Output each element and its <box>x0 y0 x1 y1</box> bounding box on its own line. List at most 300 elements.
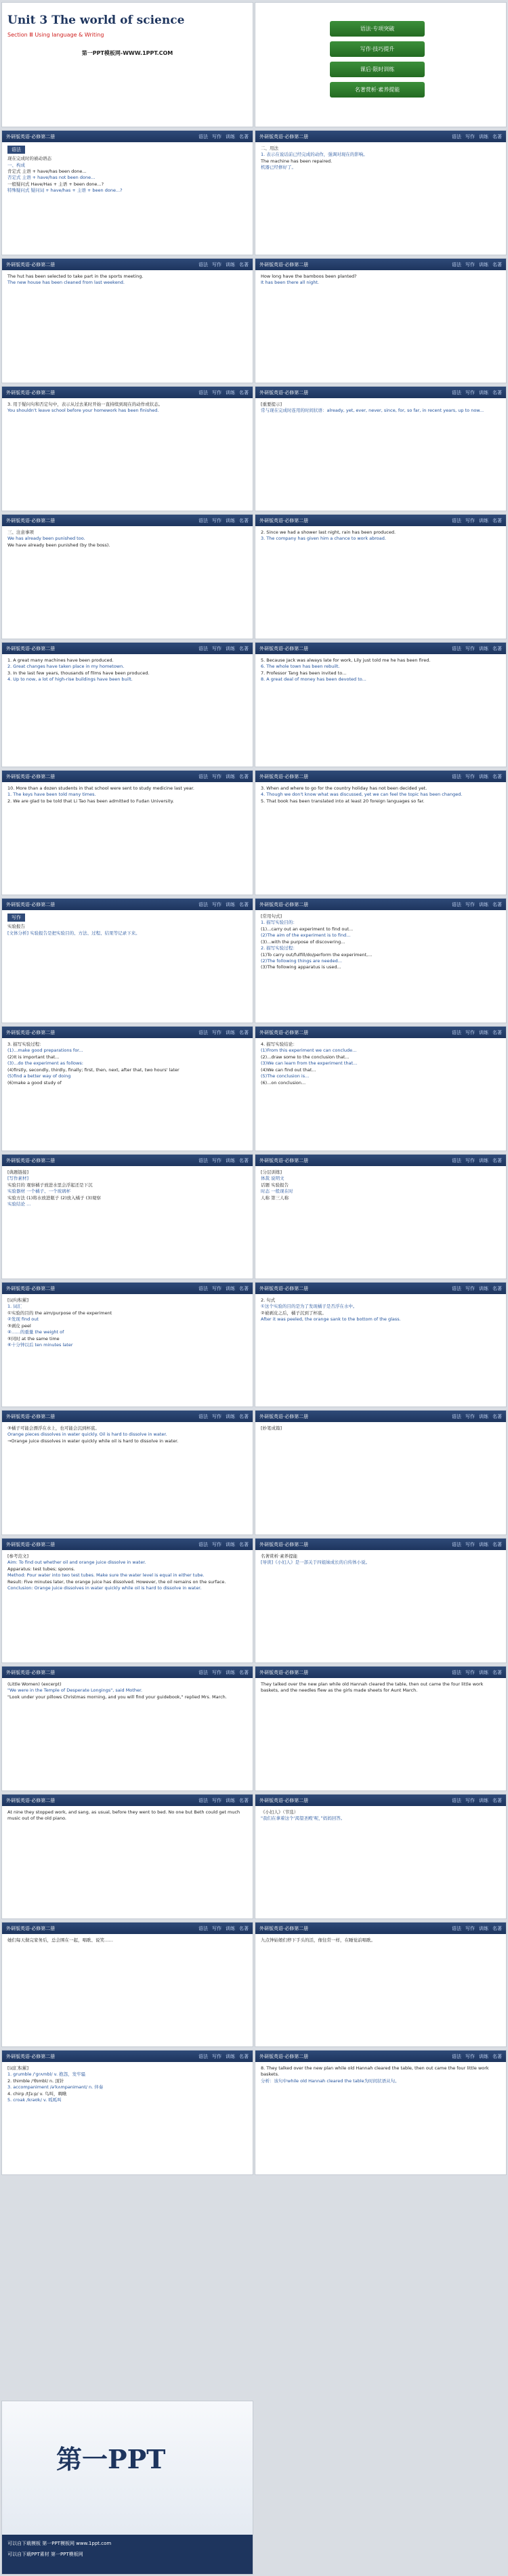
topbar-nav-link[interactable]: 语法 <box>198 133 208 139</box>
section-tag: 语法 <box>7 146 25 154</box>
topbar-nav-link[interactable]: 语法 <box>452 645 461 651</box>
slide-text-line: The new house has been cleaned from last weekend. <box>7 280 125 286</box>
topbar-nav <box>452 1925 502 1932</box>
cover-title: The world of science <box>51 14 185 27</box>
ppt-logo-slide <box>1 2401 253 2575</box>
slide-body <box>2 654 253 687</box>
topbar-nav-link[interactable]: 语法 <box>198 901 208 907</box>
topbar-nav-link[interactable]: 写作 <box>465 1541 475 1547</box>
topbar-nav-link[interactable]: 名著 <box>239 1157 249 1163</box>
topbar-nav-link[interactable]: 写作 <box>465 389 475 395</box>
slide-topbar <box>255 387 506 398</box>
topbar-nav-link[interactable]: 训练 <box>226 1669 235 1675</box>
slide-text-line: Apparatus: test tubes; spoons. <box>7 1566 75 1572</box>
topbar-nav-link[interactable]: 名著 <box>239 1285 249 1291</box>
topbar-nav-link[interactable]: 训练 <box>226 517 235 523</box>
topbar-course-label: 外研版英语·必修第二册 <box>6 1669 56 1675</box>
topbar-nav-link[interactable]: 语法 <box>452 1541 461 1547</box>
topbar-nav-link[interactable]: 训练 <box>226 901 235 907</box>
slide-text-line: [典题链接] <box>7 1169 29 1175</box>
topbar-nav <box>452 1541 502 1548</box>
slide-topbar <box>255 1539 506 1550</box>
slide-text-line: 7. Professor Tang has been invited to... <box>261 670 347 676</box>
slide-text-line: (Little Women) (excerpt) <box>7 1681 62 1687</box>
content-slide <box>255 1794 507 1919</box>
topbar-nav-link[interactable]: 写作 <box>212 1541 221 1547</box>
topbar-nav-link[interactable]: 名著 <box>239 1925 249 1931</box>
topbar-nav-link[interactable]: 训练 <box>479 2053 488 2059</box>
topbar-nav-link[interactable]: 写作 <box>465 1925 475 1931</box>
slide-text-line: ③剥皮 peel <box>7 1323 31 1329</box>
topbar-nav <box>452 1669 502 1676</box>
topbar-nav-link[interactable]: 语法 <box>198 645 208 651</box>
topbar-nav-link[interactable]: 写作 <box>465 261 475 267</box>
topbar-nav-link[interactable]: 名著 <box>492 1285 502 1291</box>
slide-text-line: Method: Pour water into two test tubes. Make sure the water level is equal in either tube. <box>7 1572 205 1579</box>
content-slide <box>255 2050 507 2175</box>
topbar-nav-link[interactable]: 训练 <box>479 389 488 395</box>
slide-topbar <box>255 1283 506 1294</box>
topbar-nav-link[interactable]: 语法 <box>198 1413 208 1419</box>
topbar-nav-link[interactable]: 训练 <box>479 1157 488 1163</box>
slide-topbar <box>2 1667 253 1678</box>
slide-topbar <box>2 1155 253 1166</box>
topbar-nav <box>452 261 502 268</box>
topbar-nav-link[interactable]: 语法 <box>198 1157 208 1163</box>
topbar-nav-link[interactable]: 语法 <box>198 773 208 779</box>
menu-button-writing[interactable]: 写作·技巧提升 <box>330 41 425 57</box>
topbar-nav-link[interactable]: 训练 <box>479 1029 488 1035</box>
topbar-nav-link[interactable]: 写作 <box>212 2053 221 2059</box>
topbar-course-label: 外研版英语·必修第二册 <box>259 1669 309 1675</box>
topbar-nav-link[interactable]: 训练 <box>479 1541 488 1547</box>
content-slide <box>1 1794 253 1919</box>
topbar-nav-link[interactable]: 名著 <box>492 389 502 395</box>
slide-text-line: 3. The company has given him a chance to work abroad. <box>261 536 386 542</box>
slide-topbar <box>2 899 253 910</box>
topbar-nav-link[interactable]: 语法 <box>452 901 461 907</box>
cover-unit: Unit 3 <box>7 14 48 27</box>
slide-text-line: After it was peeled, the orange sank to the bottom of the glass. <box>261 1316 401 1323</box>
topbar-nav-link[interactable]: 训练 <box>479 1669 488 1675</box>
slide-body <box>255 1678 506 1698</box>
slide-topbar <box>2 515 253 526</box>
topbar-nav-link[interactable]: 写作 <box>465 1029 475 1035</box>
content-slide <box>1 1410 253 1535</box>
content-slide <box>1 1026 253 1151</box>
topbar-course-label: 外研版英语·必修第二册 <box>6 1029 56 1035</box>
slide-text-line: 分析：该句中while old Hannah cleared the table为时间状语从句。 <box>261 2078 400 2084</box>
slide-text-line: The hut has been selected to take part in the sports meeting. <box>7 274 144 279</box>
slide-text-line: 2. Great changes have taken place in my hometown. <box>7 664 125 670</box>
topbar-nav-link[interactable]: 名著 <box>492 517 502 523</box>
slide-text-line: (2)The following things are needed... <box>261 958 342 964</box>
topbar-nav-link[interactable]: 训练 <box>479 1925 488 1931</box>
topbar-nav-link[interactable]: 训练 <box>226 1797 235 1803</box>
topbar-nav-link[interactable]: 写作 <box>212 1669 221 1675</box>
slide-body <box>255 1422 506 1435</box>
topbar-nav-link[interactable]: 语法 <box>198 1029 208 1035</box>
topbar-nav-link[interactable]: 训练 <box>226 261 235 267</box>
topbar-nav-link[interactable]: 语法 <box>452 2053 461 2059</box>
slide-text-line: ②被剥皮之后，橘子沉到了杯底。 <box>261 1310 326 1316</box>
topbar-nav-link[interactable]: 名著 <box>239 1541 249 1547</box>
topbar-course-label: 外研版英语·必修第二册 <box>6 1157 56 1163</box>
topbar-course-label: 外研版英语·必修第二册 <box>259 2053 309 2059</box>
topbar-nav-link[interactable]: 写作 <box>465 1285 475 1291</box>
topbar-nav-link[interactable]: 名著 <box>492 2053 502 2059</box>
topbar-nav-link[interactable]: 写作 <box>465 1157 475 1163</box>
topbar-nav-link[interactable]: 语法 <box>452 1285 461 1291</box>
topbar-course-label: 外研版英语·必修第二册 <box>6 133 56 139</box>
topbar-nav-link[interactable]: 名著 <box>239 133 249 139</box>
content-slide <box>1 258 253 383</box>
topbar-nav-link[interactable]: 训练 <box>226 389 235 395</box>
slide-text-line: 她们每天做完家务后，总会围在一起，唱歌、说笑…… <box>7 1937 113 1943</box>
topbar-nav-link[interactable]: 写作 <box>465 133 475 139</box>
slide-text-line: [参考范文] <box>7 1553 29 1559</box>
slide-text-line: 1. grumble /'ɡrʌmbl/ v. 抱怨，发牢骚 <box>7 2071 86 2078</box>
slide-text-line: 4. chirp /tʃɜːp/ v. 鸟叫，啁啾 <box>7 2090 67 2097</box>
slide-body <box>2 526 253 552</box>
content-slide <box>255 770 507 895</box>
content-slide <box>255 514 507 639</box>
topbar-nav-link[interactable]: 训练 <box>479 261 488 267</box>
slide-text-line: (2)The aim of the experiment is to find... <box>261 932 351 939</box>
slide-topbar <box>255 899 506 910</box>
content-slide <box>255 386 507 511</box>
slide-topbar <box>255 1155 506 1166</box>
topbar-nav-link[interactable]: 名著 <box>239 517 249 523</box>
slide-text-line: Conclusion: Orange juice dissolves in water quickly while oil is hard to dissolve in water. <box>7 1585 202 1591</box>
topbar-course-label: 外研版英语·必修第二册 <box>259 645 309 651</box>
topbar-nav-link[interactable]: 名著 <box>239 773 249 779</box>
topbar-nav-link[interactable]: 语法 <box>198 1797 208 1803</box>
topbar-nav-link[interactable]: 名著 <box>492 645 502 651</box>
topbar-course-label: 外研版英语·必修第二册 <box>6 1285 56 1291</box>
topbar-nav-link[interactable]: 写作 <box>465 645 475 651</box>
slide-text-line: 1. 词汇 <box>7 1304 22 1310</box>
slide-text-line: "我们在拿着这个‘渴望圣殿’呢，”妈妈回答。 <box>261 1816 345 1822</box>
topbar-nav-link[interactable]: 写作 <box>212 1157 221 1163</box>
topbar-nav-link[interactable]: 写作 <box>212 1413 221 1419</box>
topbar-nav-link[interactable]: 名著 <box>492 901 502 907</box>
slide-text-line: [导读]《小妇人》是一部关于四姐妹成长的自传体小说。 <box>261 1560 371 1566</box>
slide-text-line: [妙笔成篇] <box>261 1425 282 1431</box>
topbar-course-label: 外研版英语·必修第二册 <box>6 261 56 267</box>
topbar-nav-link[interactable]: 训练 <box>226 1029 235 1035</box>
topbar-nav-link[interactable]: 训练 <box>226 1285 235 1291</box>
slide-body <box>255 1038 506 1090</box>
topbar-nav-link[interactable]: 训练 <box>479 1413 488 1419</box>
topbar-nav-link[interactable]: 写作 <box>465 517 475 523</box>
slide-text-line: Aim: To find out whether oil and orange juice dissolve in water. <box>7 1560 146 1566</box>
slide-topbar <box>255 643 506 654</box>
topbar-nav-link[interactable]: 名著 <box>492 1797 502 1803</box>
slide-topbar <box>2 1283 253 1294</box>
topbar-nav-link[interactable]: 语法 <box>198 517 208 523</box>
slide-text-line: (3)...with the purpose of discovering... <box>261 939 345 945</box>
topbar-nav-link[interactable]: 写作 <box>212 261 221 267</box>
slide-text-line: ⑤同时 at the same time <box>7 1335 60 1341</box>
slide-text-line: 一般疑问式 Have/Has + 主语 + been done...? <box>7 181 104 187</box>
cover-section: Section Ⅲ Using language & Writing <box>7 31 104 38</box>
slide-text-line: 5. That book has been translated into at least 20 foreign languages so far. <box>261 798 425 804</box>
slide-text-line: 实验器材 一个橘子、一个玻璃杯 <box>7 1188 71 1195</box>
topbar-nav-link[interactable]: 训练 <box>226 2053 235 2059</box>
topbar-nav-link[interactable]: 训练 <box>479 517 488 523</box>
topbar-nav-link[interactable]: 训练 <box>226 1541 235 1547</box>
topbar-nav-link[interactable]: 写作 <box>212 645 221 651</box>
slide-text-line: It has been there all night. <box>261 280 320 286</box>
topbar-nav-link[interactable]: 语法 <box>452 261 461 267</box>
slide-text-line: 8. A great deal of money has been devoted to... <box>261 677 366 683</box>
slide-text-line: ③橘子可能会漂浮在水上，也可能会沉到杯底。 <box>7 1425 100 1431</box>
topbar-nav <box>198 1029 249 1036</box>
topbar-nav <box>452 133 502 140</box>
content-slide <box>255 1154 507 1279</box>
topbar-nav-link[interactable]: 训练 <box>479 133 488 139</box>
topbar-course-label: 外研版英语·必修第二册 <box>6 1541 56 1547</box>
topbar-nav-link[interactable]: 名著 <box>239 901 249 907</box>
topbar-nav-link[interactable]: 名著 <box>492 133 502 139</box>
slide-text-line: 三、注意事项 <box>7 530 34 535</box>
cover-slide <box>1 2 253 127</box>
topbar-nav-link[interactable]: 语法 <box>198 261 208 267</box>
slide-text-line: 1. The keys have been told many times. <box>7 792 96 798</box>
slide-text-line: 2. 描写实验过程： <box>261 945 297 951</box>
topbar-nav-link[interactable]: 名著 <box>492 1925 502 1931</box>
slide-body <box>255 1166 506 1205</box>
slide-text-line: (4)We can find out that... <box>261 1067 316 1073</box>
slide-text-line: 实验方法 (1)将水放进瓶子 (2)放入橘子 (3)观察 <box>7 1195 101 1201</box>
topbar-nav-link[interactable]: 名著 <box>492 1029 502 1035</box>
slide-text-line: (1)From this experiment we can conclude... <box>261 1048 357 1054</box>
slide-body <box>255 142 506 175</box>
slide-topbar <box>255 1923 506 1934</box>
topbar-nav <box>452 1029 502 1036</box>
topbar-nav <box>198 773 249 780</box>
slide-text-line: [常用句式] <box>261 914 282 919</box>
topbar-nav-link[interactable]: 语法 <box>452 133 461 139</box>
topbar-nav-link[interactable]: 写作 <box>465 1413 475 1419</box>
topbar-nav-link[interactable]: 写作 <box>212 1029 221 1035</box>
topbar-nav <box>198 133 249 140</box>
slide-body <box>2 1422 253 1448</box>
topbar-nav-link[interactable]: 训练 <box>226 645 235 651</box>
topbar-nav-link[interactable]: 名著 <box>239 2053 249 2059</box>
slide-text-line: 现在完成时的被动语态 <box>7 156 51 162</box>
slide-text-line: (3)...do the experiment as follows: <box>7 1060 83 1067</box>
topbar-nav-link[interactable]: 写作 <box>465 2053 475 2059</box>
topbar-nav <box>198 1925 249 1932</box>
topbar-course-label: 外研版英语·必修第二册 <box>259 1285 309 1291</box>
slide-text-line: 2. thimble /'θɪmbl/ n. 顶针 <box>7 2078 64 2084</box>
topbar-course-label: 外研版英语·必修第二册 <box>6 2053 56 2059</box>
topbar-nav-link[interactable]: 语法 <box>198 389 208 395</box>
topbar-nav-link[interactable]: 训练 <box>479 773 488 779</box>
topbar-nav-link[interactable]: 训练 <box>479 645 488 651</box>
topbar-course-label: 外研版英语·必修第二册 <box>259 517 309 523</box>
slide-text-line: ①实验的目的 the aim/purpose of the experiment <box>7 1310 112 1316</box>
topbar-nav-link[interactable]: 名著 <box>492 1413 502 1419</box>
topbar-nav-link[interactable]: 写作 <box>465 1669 475 1675</box>
topbar-nav <box>198 2053 249 2060</box>
slide-text-line: [词汇积累] <box>7 2065 29 2071</box>
topbar-nav-link[interactable]: 写作 <box>465 1797 475 1803</box>
topbar-nav <box>198 1669 249 1676</box>
topbar-nav-link[interactable]: 写作 <box>212 517 221 523</box>
topbar-nav-link[interactable]: 写作 <box>212 133 221 139</box>
topbar-nav-link[interactable]: 名著 <box>492 1541 502 1547</box>
slide-topbar <box>2 771 253 782</box>
topbar-nav-link[interactable]: 写作 <box>212 773 221 779</box>
topbar-nav-link[interactable]: 语法 <box>198 1925 208 1931</box>
topbar-nav-link[interactable]: 名著 <box>492 773 502 779</box>
topbar-nav <box>198 645 249 652</box>
topbar-nav-link[interactable]: 名著 <box>492 1157 502 1163</box>
slide-text-line: [写作素材] <box>7 1176 29 1182</box>
content-slide <box>1 770 253 895</box>
topbar-nav-link[interactable]: 训练 <box>226 773 235 779</box>
topbar-nav-link[interactable]: 训练 <box>226 1413 235 1419</box>
topbar-nav-link[interactable]: 名著 <box>239 389 249 395</box>
slide-text-line: 6. The whole town has been rebuilt. <box>261 664 340 670</box>
slide-topbar <box>255 1411 506 1422</box>
topbar-nav <box>198 261 249 268</box>
slide-body <box>2 1550 253 1595</box>
slide-text-line: (1)...make good preparations for... <box>7 1048 83 1054</box>
content-slide <box>255 1922 507 2047</box>
topbar-nav-link[interactable]: 名著 <box>492 261 502 267</box>
topbar-nav-link[interactable]: 名著 <box>239 1413 249 1419</box>
slide-text-line: 实验结论 ... <box>7 1201 31 1207</box>
topbar-nav-link[interactable]: 语法 <box>452 517 461 523</box>
topbar-nav-link[interactable]: 训练 <box>226 133 235 139</box>
slide-topbar <box>2 2051 253 2062</box>
topbar-nav <box>198 1797 249 1804</box>
topbar-nav-link[interactable]: 语法 <box>452 1669 461 1675</box>
slide-body <box>255 654 506 687</box>
menu-button-practice[interactable]: 课后·限时训练 <box>330 62 425 77</box>
topbar-course-label: 外研版英语·必修第二册 <box>6 1925 56 1931</box>
topbar-nav-link[interactable]: 语法 <box>198 1669 208 1675</box>
content-slide <box>1 1538 253 1663</box>
topbar-nav-link[interactable]: 名著 <box>239 1029 249 1035</box>
topbar-nav-link[interactable]: 名著 <box>239 261 249 267</box>
slide-body <box>2 2062 253 2107</box>
topbar-nav-link[interactable]: 训练 <box>226 1157 235 1163</box>
slide-text-line: "Look under your pillows Christmas morning, and you will find your guidebook," replied Mrs. March. <box>7 1694 227 1700</box>
topbar-nav-link[interactable]: 训练 <box>226 1925 235 1931</box>
topbar-nav <box>198 517 249 524</box>
content-slide <box>255 1282 507 1407</box>
slide-text-line: 8. They talked over the new plan while old Hannah cleared the table, then out came the four little work baskets. <box>261 2065 489 2078</box>
topbar-nav-link[interactable]: 写作 <box>212 1925 221 1931</box>
topbar-nav-link[interactable]: 名著 <box>239 1797 249 1803</box>
topbar-nav-link[interactable]: 名著 <box>239 1669 249 1675</box>
topbar-nav <box>452 2053 502 2060</box>
topbar-nav-link[interactable]: 语法 <box>452 1413 461 1419</box>
topbar-nav-link[interactable]: 写作 <box>212 901 221 907</box>
topbar-nav <box>452 517 502 524</box>
topbar-nav-link[interactable]: 写作 <box>212 389 221 395</box>
slide-text-line: (6)make a good study of <box>7 1079 62 1086</box>
topbar-nav-link[interactable]: 语法 <box>198 1285 208 1291</box>
content-slide <box>255 1666 507 1791</box>
slide-text-line: 1. 描写实验目的： <box>261 920 297 926</box>
slide-text-line: 2. 句式 <box>261 1297 276 1303</box>
slide-topbar <box>2 1795 253 1806</box>
topbar-nav-link[interactable]: 语法 <box>452 389 461 395</box>
topbar-nav-link[interactable]: 名著 <box>239 645 249 651</box>
slide-text-line: 1. A great many machines have been produced. <box>7 658 114 663</box>
topbar-nav-link[interactable]: 语法 <box>452 1157 461 1163</box>
slide-text-line: 3. When and where to go for the country holiday has not been decided yet. <box>261 786 427 791</box>
slide-text-line: 体裁 说明文 <box>261 1176 284 1182</box>
topbar-nav-link[interactable]: 写作 <box>465 901 475 907</box>
topbar-nav-link[interactable]: 语法 <box>452 1797 461 1803</box>
slide-text-line: ①这个实验的目的是为了发现橘子是否浮在水中。 <box>261 1304 358 1310</box>
topbar-nav-link[interactable]: 训练 <box>479 1285 488 1291</box>
topbar-nav-link[interactable]: 语法 <box>452 1029 461 1035</box>
topbar-course-label: 外研版英语·必修第二册 <box>259 1413 309 1419</box>
slide-topbar <box>2 387 253 398</box>
topbar-nav-link[interactable]: 训练 <box>479 901 488 907</box>
topbar-nav-link[interactable]: 写作 <box>212 1797 221 1803</box>
topbar-nav-link[interactable]: 写作 <box>465 773 475 779</box>
slide-text-line: 10. More than a dozen students in that school were sent to study medicine last year. <box>7 786 194 791</box>
slide-text-line: Orange pieces dissolves in water quickly. Oil is hard to dissolve in water. <box>7 1432 167 1438</box>
slide-topbar <box>255 2051 506 2062</box>
slide-text-line: The machine has been repaired. <box>261 158 333 164</box>
slide-text-line: ⑥十分钟以后 ten minutes later <box>7 1341 73 1348</box>
topbar-nav <box>198 901 249 908</box>
topbar-nav <box>452 645 502 652</box>
slide-text-line: [分层训练] <box>261 1169 282 1175</box>
slide-text-line: 人称 第三人称 <box>261 1195 289 1201</box>
content-slide <box>255 1410 507 1535</box>
content-slide <box>1 1282 253 1407</box>
topbar-nav-link[interactable]: 语法 <box>198 2053 208 2059</box>
menu-button-classics[interactable]: 名著赏析·素养提能 <box>330 82 425 98</box>
slide-text-line: 一、构成 <box>7 162 25 168</box>
topbar-course-label: 外研版英语·必修第二册 <box>6 517 56 523</box>
slide-text-line: [文体分析] 实验报告是把实验目的、方法、过程、结果等记录下来。 <box>7 930 140 936</box>
slide-text-line: How long have the bamboos been planted? <box>261 274 357 279</box>
topbar-course-label: 外研版英语·必修第二册 <box>6 645 56 651</box>
slide-text-line: (3)The following apparatus is used... <box>261 964 341 970</box>
content-slide <box>255 1538 507 1663</box>
topbar-nav-link[interactable]: 语法 <box>452 773 461 779</box>
slide-text-line: ④……的重量 the weight of <box>7 1329 64 1335</box>
topbar-nav <box>452 1797 502 1804</box>
slide-text-line: (3)We can learn from the experiment that... <box>261 1060 358 1067</box>
slide-text-line: We has already been punished too. <box>7 536 85 542</box>
content-slide <box>255 130 507 255</box>
topbar-nav-link[interactable]: 语法 <box>198 1541 208 1547</box>
topbar-nav-link[interactable]: 语法 <box>452 1925 461 1931</box>
content-slide <box>1 2050 253 2175</box>
menu-button-grammar[interactable]: 语法·专项突破 <box>330 21 425 37</box>
topbar-nav-link[interactable]: 写作 <box>212 1285 221 1291</box>
topbar-course-label: 外研版英语·必修第二册 <box>259 901 309 907</box>
content-slide <box>1 386 253 511</box>
topbar-nav-link[interactable]: 名著 <box>492 1669 502 1675</box>
topbar-nav-link[interactable]: 训练 <box>479 1797 488 1803</box>
slide-text-line: 机器已经修好了。 <box>261 165 296 171</box>
topbar-nav <box>452 1157 502 1164</box>
